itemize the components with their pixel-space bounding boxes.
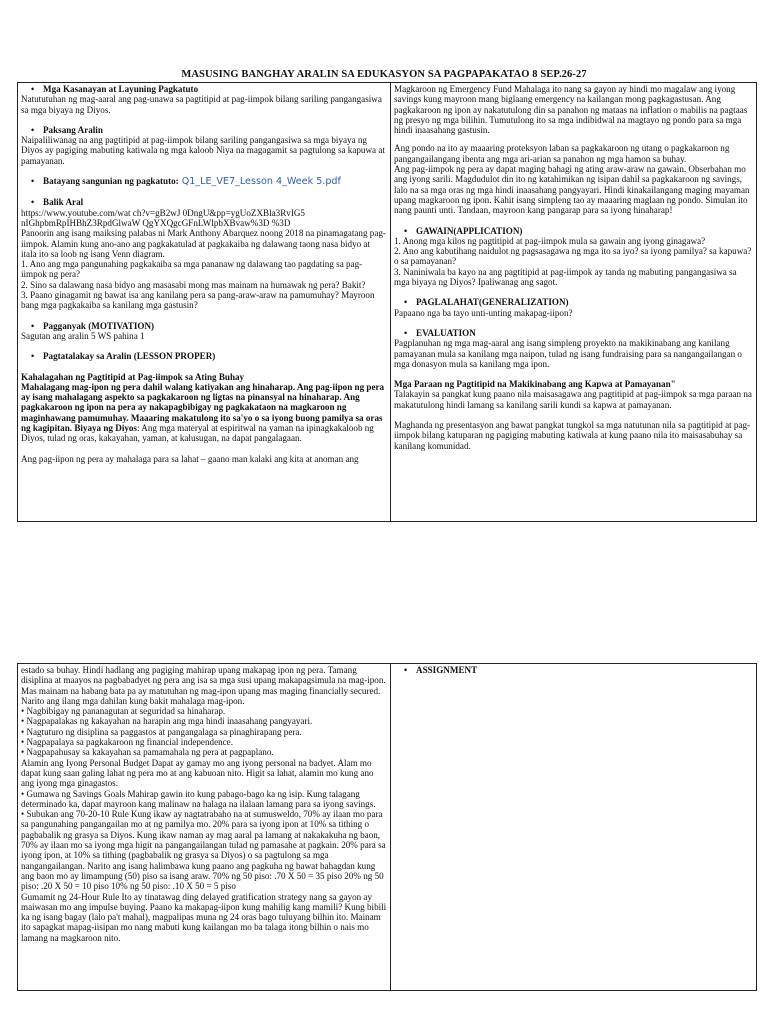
review-question-3: 3. Paano ginagamit ng bawat isa ang kanilang pera sa pang-araw-araw na pamumuhay? Mayroon bang mga pagkakaiba sa kanilang mga gastusin? xyxy=(21,290,375,311)
motivation-text: Sagutan ang aralin 5 WS pahina 1 xyxy=(21,330,145,341)
review-question-1: 1. Ano ang mga pangunahing pagkakaiba sa mga pananaw ng dalawang tao pagdating sa pag-iimpok ng pera? xyxy=(21,259,363,280)
saving-methods-heading: Mga Paraan ng Pagtitipid na Makikinabang ang Kapwa at Pamayanan" xyxy=(394,379,676,390)
lesson-text xyxy=(21,382,387,444)
objectives-text: Natututuhan ng mag-aaral ang pag-unawa sa pagtitipid at pag-iimpok bilang sariling pangangasiwa sa mga biyaya ng Diyos. xyxy=(21,94,382,115)
lesson-table-top xyxy=(17,82,757,522)
saving-methods-text: Talakayin sa pangkat kung paano nila maisasagawa ang pagtitipid at pag-iimpok sa mga paraan na makatutulong hindi lamang sa kanilang sarili kundi sa kapwa at pamayanan. xyxy=(394,389,752,410)
video-url-line-2[interactable]: nIGhpbmRpIHBhZ3RpdGlwaW QgYXQgcGFnLWlpbXBvaw%3D %3D xyxy=(21,217,291,228)
application-question-3: 3. Naniniwala ba kayo na ang pagtitipid at pag-iimpok ay tanda ng mabuting pangangasiwa sa mga biyaya ng Diyos? Ipaliwanag ang sagot. xyxy=(394,266,737,288)
lesson-text-rest: : Ang mga materyal at espiritwal na yaman na ipinagkakaloob ng Diyos, tulad ng oras, kakayahan, yaman, at kalusugan, na dapat pangalagaan. xyxy=(21,423,374,444)
reason-item: • Nagpapahusay sa kakayahan sa pamamahala ng pera at pagpaplano. xyxy=(21,747,274,758)
video-url-line-1[interactable]: https://www.youtube.com/wat ch?v=gB2wJ 0DngU&pp=ygUoZXBla3RvIG5 xyxy=(21,207,305,218)
section-heading-review: • Balik Aral xyxy=(31,197,387,207)
topic-text: Naipaliliwanag na ang pagtitipid at pag-iimpok bilang sariling pangangasiwa sa mga biyaya ng Diyos ay pagiging mabuting katiwala ng mga kaloob Niya na magagamit sa pagtulong sa kapuwa at pamayanan. xyxy=(21,135,385,166)
page-title: MASUSING BANGHAY ARALIN SA EDUKASYON SA PAGPAPAKATAO 8 SEP.26-27 xyxy=(181,69,587,80)
saving-importance-text: estado sa buhay. Hindi hadlang ang pagiging mahirap upang makapag ipon ng pera. Tamang disiplina at maayos na pagbabadyet ng pera ang isa sa mga susi upang makapagsimula na mag-ipon. Mas mainam na habang bata pa ay matutuhan ng mag-ipon upang mas maging financially secured. Narito ang ilang mga dahilan kung bakit mahalaga mag-ipon. xyxy=(21,665,386,706)
review-text: Panoorin ang isang maiksing palabas ni Mark Anthony Abarquez noong 2018 na pinamagatang pag-iimpok. Alamin kung ano-ano ang pagkakatulad at pagkakaiba ng dalawang taong nasa bidyo at itala ito sa loob ng isang Venn diagram. xyxy=(21,228,386,259)
section-heading-assignment: • ASSIGNMENT xyxy=(404,665,753,675)
review-question-2: 2. Sino sa dalawang nasa bidyo ang masasabi mong mas mainam na humawak ng pera? Bakit? xyxy=(21,279,366,290)
section-heading-objectives: • Mga Kasanayan at Layuning Pagkatuto xyxy=(31,84,387,94)
rule-24-hour-text: Gumamit ng 24-Hour Rule Ito ay tinatawag ding delayed gratification strategy nang sa gayon ay maiwasan mo ang impulse buying. Paano ka makapag-iipon kung mahilig kang mamili? Kung bibili ka ng isang bagay (lalo pa't mahal), magpalipas muna ng 24 oras bago tuluyang bilhin ito. Mainam ito sapagkat mapag-iisipan mo nang mabuti kung kailangan mo ba talaga itong bilhin o nais mo lamang na magkaroon nito. xyxy=(21,891,387,943)
reference-link[interactable]: Q1_LE_VE7_Lesson 4_Week 5.pdf xyxy=(181,176,341,188)
application-question-1: 1. Anong mga kilos ng pagtitipid at pag-iimpok mula sa gawain ang iyong ginagawa? xyxy=(394,235,706,246)
section-heading-motivation: • Pagganyak (MOTIVATION) xyxy=(31,321,387,331)
section-heading-generalization: • PAGLALAHAT(GENERALIZATION) xyxy=(404,297,753,307)
lesson-continuation: Ang pag-iipon ng pera ay mahalaga para sa lahat – gaano man kalaki ang kita at anoman ang xyxy=(21,453,359,464)
section-heading-topic: • Paksang Aralin xyxy=(31,125,387,135)
reason-item: • Nagbibigay ng pananagutan at seguridad sa hinaharap. xyxy=(21,706,226,717)
rule-70-20-10-text: • Subukan ang 70-20-10 Rule Kung ikaw ay nagtatrabaho na at sumusweldo, 70% ay ilaan mo para sa pangunahing pangangailan mo at ng pamilya mo. 20% para sa iyong ipon at 10% sa tithing o pagbabalik ng grasya sa Diyos. Kung ikaw naman ay mag aaral pa lamang at nakakakuha ng baon, 70% ay ilaan mo sa iyong mga higit na pangangailangan tulad ng pamasahe at pagkain. 20% para sa iyong ipon, at 10% sa tithing (pagbabalik ng grasya sa Diyos) o sa pagtulong sa mga nangangailangan. Narito ang isang halimbawa kung paano ang pagkuha ng bawat bahagdan kung ang baon mo ay limampung (50) piso sa isang araw. 70% ng 50 piso: .70 X 50 = 35 piso 20% ng 50 piso: .20 X 50 = 10 piso 10% ng 50 piso: .10 X 50 = 5 piso xyxy=(21,809,386,892)
reference-label: Batayang sangunian ng pagkatuto: xyxy=(43,176,179,187)
lesson-text-bold: Mahalagang mag-ipon ng pera dahil walang katiyakan ang hinaharap. Ang pag-iipon ng pera ay isang mahalagang aspekto sa pagkakaroon ng ligtas na pinansyal na hinaharap. Ang pagkakaroon ng ipon na pera ay nakapagbibigay ng pagkakataon na magkaroon ng maginhawang pamumuhay. Maaaring makatulong ito sa'yo o sa iyong buong pamilya sa oras ng kagipitan. Biyaya ng Diyos xyxy=(21,381,385,434)
reason-item: • Nagpapalakas ng kakayahan na harapin ang mga hindi inaasahang pangyayari. xyxy=(21,716,313,727)
savings-goals-text: • Gumawa ng Savings Goals Mahirap gawin ito kung pabago-bago ka ng isip. Kung talagang determinado ka, dapat mayroon kang malinaw na halaga na ilalaan lamang para sa iyong savings. xyxy=(21,788,376,809)
right-column-bottom xyxy=(391,664,756,990)
reason-item: • Nagpapalaya sa pagkakaroon ng financial independence. xyxy=(21,737,233,748)
right-column-top xyxy=(391,83,756,521)
emergency-fund-text: Magkaroon ng Emergency Fund Mahalaga ito nang sa gayon ay hindi mo magalaw ang iyong savings kung mayroon mang biglaang emergency na kailangan mong pagkagastusan. Ang pagkakaroon ng ipon ay nakatutulong din sa panahon ng mataas na inflation o mabilis na pagtaas ng presyo ng mga bilihin. Tumutulong ito sa mga indibidwal na magtayo ng pondo para sa mga hindi inaasahang gastusin. xyxy=(394,84,748,136)
lesson-table-bottom xyxy=(17,663,757,991)
presentation-text: Maghanda ng presentasyon ang bawat pangkat tungkol sa mga natutunan nila sa pagtitipid at pag-iimpok bilang katuparan ng pagiging mabuting katiwala at kung paano nila ito maisasabuhay sa kanilang komunidad. xyxy=(394,420,751,451)
application-question-2: 2. Ano ang kabutihang naidulot ng pagsasagawa ng mga ito sa iyo? sa iyong pamilya? sa kapuwa? o sa pamayanan? xyxy=(394,246,752,267)
reason-item: • Nagtuturo ng disiplina sa paggastos at pangangalaga sa pinaghirapang pera. xyxy=(21,726,302,737)
section-heading-application: • GAWAIN(APPLICATION) xyxy=(404,226,753,236)
generalization-text: Papaano nga ba tayo unti-unting makapag-iipon? xyxy=(394,307,573,318)
lesson-subheading: Kahalagahan ng Pagtitipid at Pag-iimpok sa Ating Buhay xyxy=(21,371,245,382)
left-column-top xyxy=(18,83,391,521)
section-heading-lesson-proper: • Pagtatalakay sa Aralin (LESSON PROPER) xyxy=(31,351,387,361)
personal-budget-text: Alamin ang Iyong Personal Budget Dapat ay gamay mo ang iyong personal na badyet. Alam mo dapat kung saan galing lahat ng pera mo at ang kabuoan nito. Higit sa lahat, alamin mo kung ano ang iyong mga ginagastos. xyxy=(21,757,374,789)
section-heading-evaluation: • EVALUATION xyxy=(404,328,753,338)
daily-saving-text: Ang pag-iimpok ng pera ay dapat maging bahagi ng ating araw-araw na gawain. Obserbahan mo ang iyong sarili. Magdudulot din ito ng katahimikan ng isipan dahil sa pagkakaroon ng savings, lalo na sa mga oras ng mga hindi inaasahang pangyayari. Hindi kinakailangang maging mayaman upang magkaroon ng ipon. Kahit isang simpleng tao ay maaaring maglaan ng pondo. Simulan ito nang paunti unti. Tandaan, mayroon kang pangarap para sa iyong hinaharap! xyxy=(394,164,750,216)
evaluation-text: Pagplanuhan ng mga mag-aaral ang isang simpleng proyekto na makikinabang ang kanilang pamayanan mula sa kanilang mga naipon, tulad ng isang fundraising para sa nangangailangan o mga donasyon mula sa kanilang mga ipon. xyxy=(394,338,742,369)
fund-protection-text: Ang pondo na ito ay maaaring proteksyon laban sa pagkakaroon ng utang o pagkakaroon ng pangangailangang ibenta ang mga ari-arian sa panahon ng mga hamon sa buhay. xyxy=(394,143,730,164)
left-column-bottom xyxy=(18,664,391,990)
section-heading-reference xyxy=(31,176,387,187)
